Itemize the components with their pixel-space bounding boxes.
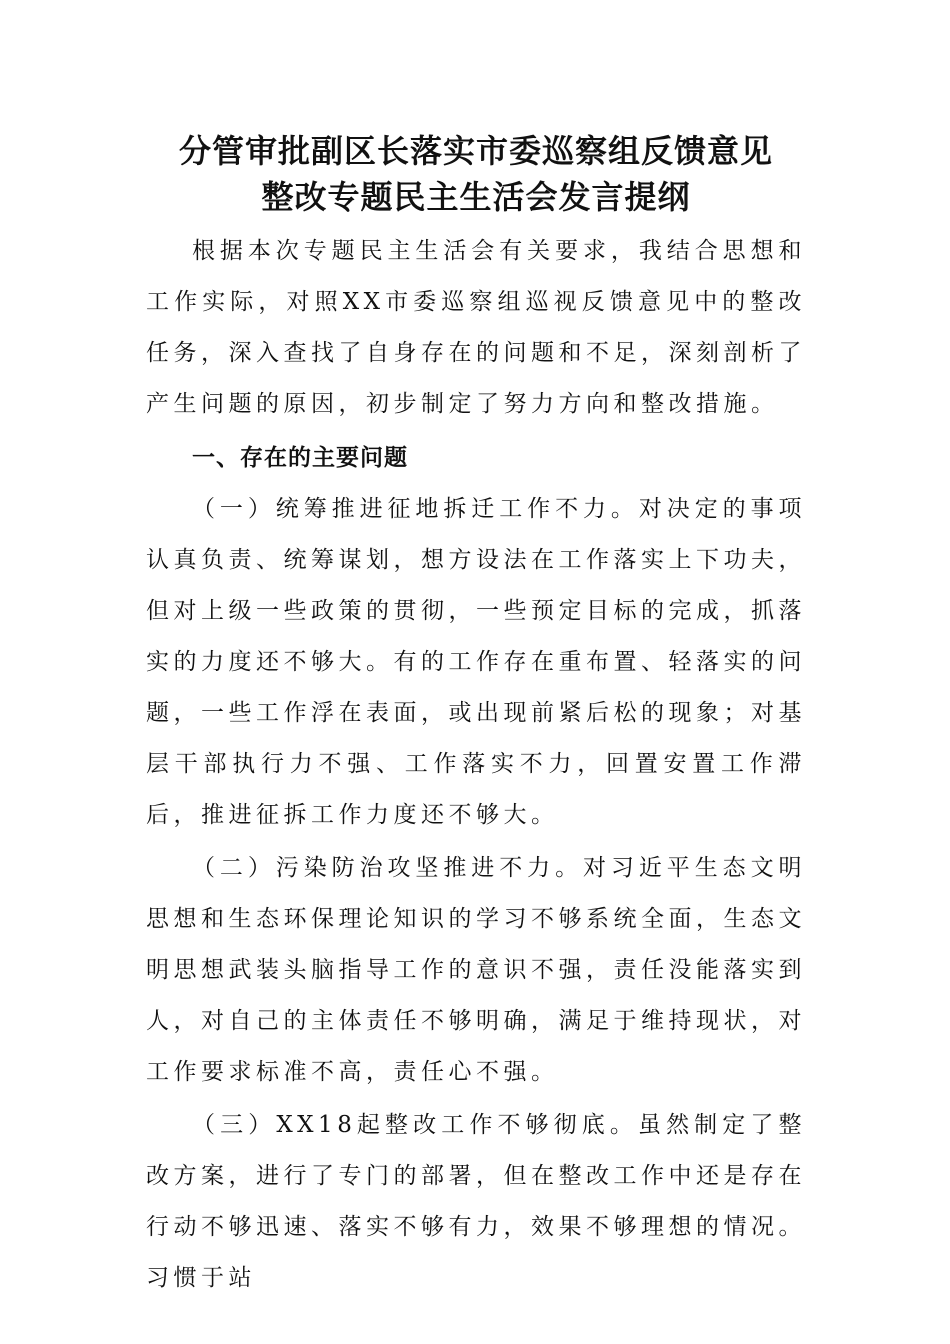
paragraph-3: （三）XX18起整改工作不够彻底。虽然制定了整改方案，进行了专门的部署，但在整改工作中还是存在行动不够迅速、落实不够有力，效果不够理想的情况。习惯于站 <box>146 1112 806 1291</box>
paragraph-1: （一）统筹推进征地拆迁工作不力。对决定的事项认真负责、统筹谋划，想方设法在工作落实上下功夫，但对上级一些政策的贯彻，一些预定目标的完成，抓落实的力度还不够大。有的工作存在重布置、轻落实的问题，一些工作浮在表面，或出现前紧后松的现象；对基层干部执行力不强、工作落实不力，回置安置工作滞后，推进征拆工作力度还不够大。 <box>146 496 806 828</box>
intro-paragraph: 根据本次专题民主生活会有关要求，我结合思想和工作实际，对照XX市委巡察组巡视反馈意见中的整改任务，深入查找了自身存在的问题和不足，深刻剖析了产生问题的原因，初步制定了努力方向和整改措施。 <box>146 238 806 417</box>
document-page <box>146 128 806 1304</box>
document-title <box>126 128 826 220</box>
document-body <box>146 226 806 1304</box>
title-line-2: 整改专题民主生活会发言提纲 <box>261 178 691 216</box>
paragraph-2: （二）污染防治攻坚推进不力。对习近平生态文明思想和生态环保理论知识的学习不够系统全面，生态文明思想武装头脑指导工作的意识不强，责任没能落实到人，对自己的主体责任不够明确，满足于维持现状，对工作要求标准不高，责任心不强。 <box>146 855 806 1085</box>
section-heading-1: 一、存在的主要问题 <box>192 445 408 471</box>
title-line-1: 分管审批副区长落实市委巡察组反馈意见 <box>178 132 773 170</box>
